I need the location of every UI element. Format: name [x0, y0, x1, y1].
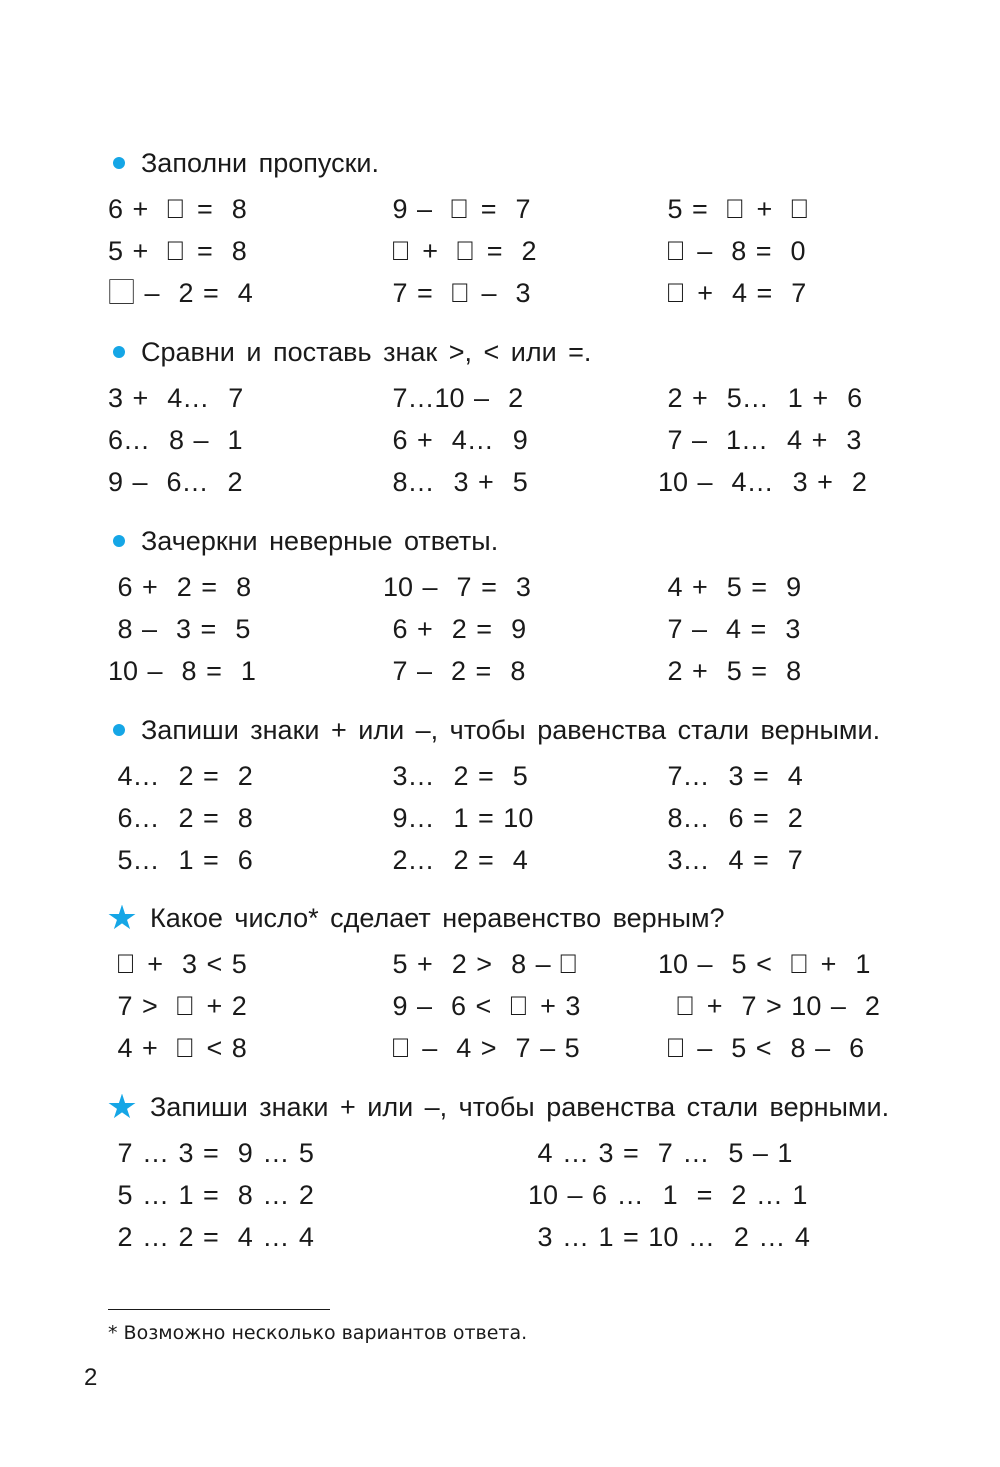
exercise-item[interactable]: ⃞ + 3 < 5 [108, 949, 247, 979]
exercise-item[interactable]: 7 – 2 = 8 [383, 656, 526, 686]
exercise-item[interactable]: 9 – 6 < ⃞ + 3 [383, 991, 581, 1021]
exercise-item[interactable]: 4… 2 = 2 [108, 761, 253, 791]
exercise-row [0, 1135, 1000, 1171]
exercise-item[interactable]: 5 = ⃞ + ⃞ [658, 194, 812, 224]
exercise-row [0, 1177, 1000, 1213]
exercise-item[interactable]: 3 … 1 = 10 … 2 … 4 [528, 1222, 810, 1252]
page-number: 2 [84, 1364, 98, 1391]
footnote-divider [108, 1309, 330, 1310]
exercise-item[interactable]: ⃞ – 5 < 8 – 6 [658, 1033, 865, 1063]
task-title: Зачеркни неверные ответы. [141, 525, 499, 556]
bullet-icon [113, 157, 125, 169]
task-title: Запиши знаки + или –, чтобы равенства стали верными. [150, 1091, 890, 1122]
task-heading [110, 898, 725, 938]
exercise-row [0, 233, 1000, 269]
exercise-row [0, 422, 1000, 458]
exercise-item[interactable]: ⃞ + 4 = 7 [658, 278, 807, 308]
task-heading [110, 1087, 889, 1127]
exercise-item[interactable]: 6 + 2 = 9 [383, 614, 527, 644]
star-icon [108, 1094, 136, 1121]
exercise-item[interactable]: 4 + 5 = 9 [658, 572, 802, 602]
exercise-item[interactable]: 3 + 4… 7 [108, 383, 244, 413]
exercise-item[interactable]: 2 + 5 = 8 [658, 656, 802, 686]
exercise-item[interactable]: 6 + ⃞ = 8 [108, 194, 247, 224]
exercise-item[interactable]: 9 – ⃞ = 7 [383, 194, 531, 224]
task-title: Сравни и поставь знак >, < или =. [141, 336, 592, 367]
exercise-item[interactable]: 9… 1 = 10 [383, 803, 534, 833]
exercise-item[interactable]: 4 + ⃞ < 8 [108, 1033, 247, 1063]
exercise-item[interactable]: 7 – 4 = 3 [658, 614, 801, 644]
exercise-row [0, 1030, 1000, 1066]
exercise-row [0, 988, 1000, 1024]
exercise-item[interactable]: 5… 1 = 6 [108, 845, 253, 875]
exercise-row [0, 275, 1000, 311]
exercise-row [0, 758, 1000, 794]
exercise-item[interactable]: 2… 2 = 4 [383, 845, 528, 875]
exercise-item[interactable]: 10 – 8 = 1 [108, 656, 256, 686]
exercise-item[interactable]: 3… 2 = 5 [383, 761, 528, 791]
exercise-item[interactable]: 8 – 3 = 5 [108, 614, 251, 644]
exercise-row [0, 611, 1000, 647]
star-icon [108, 905, 136, 932]
task-heading [110, 143, 379, 183]
exercise-item[interactable]: ⃞ + 7 > 10 – 2 [658, 991, 880, 1021]
task-title: Заполни пропуски. [141, 147, 379, 178]
exercise-item[interactable]: 5 … 1 = 8 … 2 [108, 1180, 314, 1210]
exercise-item[interactable]: 6… 2 = 8 [108, 803, 253, 833]
exercise-row [0, 191, 1000, 227]
exercise-row [0, 946, 1000, 982]
bullet-icon [113, 346, 125, 358]
bullet-icon [113, 535, 125, 547]
exercise-row [0, 1219, 1000, 1255]
exercise-item[interactable]: 8… 3 + 5 [383, 467, 528, 497]
bullet-icon [113, 724, 125, 736]
exercise-item[interactable]: 6 + 2 = 8 [108, 572, 252, 602]
exercise-item[interactable]: 9 – 6… 2 [108, 467, 243, 497]
exercise-item[interactable]: ⃞ – 2 = 4 [108, 278, 253, 308]
exercise-item[interactable]: ⃞ – 8 = 0 [658, 236, 806, 266]
exercise-row [0, 464, 1000, 500]
exercise-row [0, 842, 1000, 878]
task-heading [110, 521, 498, 561]
exercise-item[interactable]: 5 + ⃞ = 8 [108, 236, 247, 266]
exercise-item[interactable]: 10 – 5 < ⃞ + 1 [658, 949, 871, 979]
exercise-item[interactable]: 2 … 2 = 4 … 4 [108, 1222, 314, 1252]
exercise-row [0, 800, 1000, 836]
task-heading [110, 710, 880, 750]
exercise-row [0, 569, 1000, 605]
exercise-item[interactable]: 8… 6 = 2 [658, 803, 803, 833]
footnote: * Возможно несколько вариантов ответа. [108, 1322, 528, 1344]
exercise-item[interactable]: 6 + 4… 9 [383, 425, 528, 455]
exercise-item[interactable]: 5 + 2 > 8 – ⃞ [383, 949, 581, 979]
exercise-item[interactable]: 7 – 1… 4 + 3 [658, 425, 862, 455]
exercise-item[interactable]: 7 = ⃞ – 3 [383, 278, 531, 308]
task-title: Запиши знаки + или –, чтобы равенства стали верными. [141, 714, 881, 745]
exercise-item[interactable]: 7 > ⃞ + 2 [108, 991, 247, 1021]
exercise-item[interactable]: 10 – 4… 3 + 2 [658, 467, 867, 497]
task-heading [110, 332, 591, 372]
exercise-item[interactable]: 2 + 5… 1 + 6 [658, 383, 863, 413]
exercise-item[interactable]: 6… 8 – 1 [108, 425, 243, 455]
exercise-row [0, 380, 1000, 416]
exercise-item[interactable]: 10 – 6 … 1 = 2 … 1 [528, 1180, 808, 1210]
exercise-item[interactable]: 10 – 7 = 3 [383, 572, 531, 602]
exercise-item[interactable]: ⃞ – 4 > 7 – 5 [383, 1033, 580, 1063]
exercise-item[interactable]: 3… 4 = 7 [658, 845, 803, 875]
exercise-item[interactable]: ⃞ + ⃞ = 2 [383, 236, 537, 266]
exercise-item[interactable]: 4 … 3 = 7 … 5 – 1 [528, 1138, 793, 1168]
task-title: Какое число* сделает неравенство верным? [150, 902, 725, 933]
exercise-item[interactable]: 7 … 3 = 9 … 5 [108, 1138, 314, 1168]
exercise-row [0, 653, 1000, 689]
exercise-item[interactable]: 7… 3 = 4 [658, 761, 803, 791]
exercise-item[interactable]: 7…10 – 2 [383, 383, 524, 413]
